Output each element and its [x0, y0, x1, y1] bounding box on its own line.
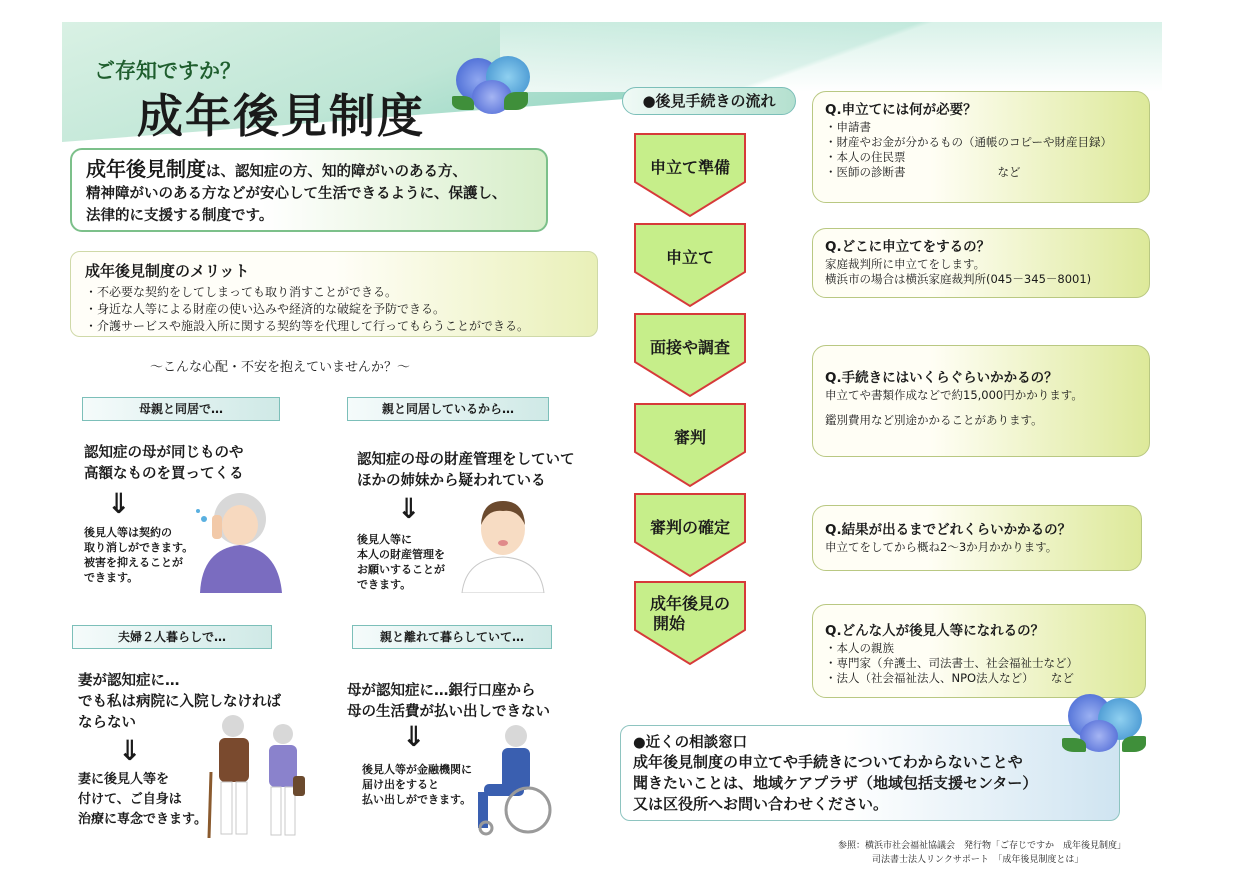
merit-item: ・身近な人等による財産の使い込みや経済的な破綻を予防できる。 [85, 302, 446, 316]
qa-line: ・申請書 [825, 120, 871, 134]
flow-step [633, 312, 747, 398]
merit-title: 成年後見制度のメリット [85, 262, 250, 280]
merit-item: ・介護サービスや施設入所に関する契約等を代理して行ってもらうことができる。 [85, 319, 530, 333]
qa-line: ・本人の住民票 [825, 150, 906, 164]
worried-man-illustration [458, 495, 548, 593]
reference-line: 司法書士法人リンクサポート 「成年後見制度とは」 [872, 855, 1084, 865]
down-arrow-icon: ⇓ [397, 492, 421, 525]
definition-box [70, 148, 548, 232]
case-result [357, 532, 445, 592]
down-arrow-icon: ⇓ [118, 734, 142, 767]
qa-line [825, 403, 1137, 413]
qa-question: Q.手続きにはいくらぐらいかかるの？ [825, 370, 1058, 386]
page-subtitle: ご存知ですか？ [94, 59, 241, 83]
qa-line: ・医師の診断書 など [825, 165, 1021, 179]
case-result-line: 後見人等が金融機関に [362, 763, 472, 776]
case-result-line: 後見人等に [357, 533, 412, 546]
case-text-line: 認知症の母の財産管理をしていて [357, 452, 575, 468]
case-result-line: 付けて、ご自身は [78, 792, 182, 807]
wheelchair-user-illustration [470, 722, 555, 837]
case-text-line: でも私は病院に入院しなければ [78, 694, 281, 710]
qa-bubble [812, 505, 1142, 571]
case-tag: 親と離れて暮らしていて… [352, 625, 552, 649]
qa-question: Q.結果が出るまでどれくらいかかるの？ [825, 522, 1072, 538]
flow-step-label-line: 成年後見の [649, 594, 730, 613]
qa-line: 申立てや書類作成などで約15,000円かかります。 [825, 388, 1083, 402]
definition-line2: 精神障がいのある方などが安心して生活できるように、保護し、 [86, 186, 507, 202]
case-result-line: 払い出しができます。 [362, 793, 472, 806]
case-result-line: 届け出をすると [362, 778, 439, 791]
worry-heading: ～こんな心配・不安を抱えていませんか？～ [150, 360, 411, 375]
reference-line: 参照：横浜市社会福祉協議会 発行物「ご存じですか 成年後見制度」 [838, 841, 1127, 851]
flow-step [633, 492, 747, 578]
elderly-woman-phone-illustration [192, 485, 288, 593]
case-result-line: 本人の財産管理を [357, 548, 445, 561]
definition-line3: 法律的に支援する制度です。 [86, 208, 274, 224]
down-arrow-icon: ⇓ [107, 487, 131, 520]
header-banner-wave [500, 22, 1162, 92]
case-result-line: 取り消しができます。 [84, 541, 194, 554]
case-text-line: ならない [78, 715, 136, 731]
down-arrow-icon: ⇓ [402, 720, 426, 753]
qa-line: ・本人の親族 [825, 641, 894, 655]
flow-step [633, 132, 747, 218]
case-result-line: 治療に専念できます。 [78, 812, 207, 827]
qa-bubble [812, 228, 1150, 298]
case-text-line: 母の生活費が払い出しできない [347, 704, 550, 720]
flow-step [633, 402, 747, 488]
consultation-line: 成年後見制度の申立てや手続きについてわからないことや [633, 753, 1023, 771]
definition-line1: は、認知症の方、知的障がいのある方、 [206, 164, 467, 180]
case-text-line: 母が認知症に…銀行口座から [347, 683, 536, 699]
flow-step-label [633, 338, 747, 358]
qa-question: Q.どこに申立てをするの？ [825, 239, 991, 255]
merit-item: ・不必要な契約をしてしまっても取り消すことができる。 [85, 285, 398, 299]
qa-line: ・財産やお金が分かるもの（通帳のコピーや財産目録） [825, 135, 1113, 149]
flow-step-label [633, 428, 747, 448]
flow-step-label [633, 158, 747, 178]
page-title: 成年後見制度 [137, 89, 425, 143]
case-result-line: 妻に後見人等を [78, 772, 170, 787]
flow-step-label [633, 594, 747, 634]
flow-step-label-line: 申立て [665, 248, 714, 267]
hydrangea-icon [452, 52, 537, 120]
consultation-box [620, 725, 1120, 821]
definition-highlight: 成年後見制度 [86, 157, 206, 181]
case-text [347, 681, 550, 723]
flow-step [633, 580, 747, 666]
case-result-line: 被害を抑えることが [84, 556, 183, 569]
qa-line: 鑑別費用など別途かかることがあります。 [825, 413, 1043, 427]
qa-line: ・法人（社会福祉法人、NPO法人など） など [825, 671, 1074, 685]
flow-step-label [633, 248, 747, 268]
case-result-line: 後見人等は契約の [84, 526, 172, 539]
qa-question: Q.申立てには何が必要？ [825, 102, 977, 118]
case-text [84, 443, 244, 485]
case-text [357, 450, 575, 492]
qa-line: ・専門家（弁護士、司法書士、社会福祉士など） [825, 656, 1078, 670]
case-text-line: 高額なものを買ってくる [84, 466, 244, 482]
case-text-line: 妻が認知症に… [78, 673, 180, 689]
case-result [78, 770, 207, 830]
qa-bubble [812, 345, 1150, 457]
case-tag: 夫婦２人暮らしで… [72, 625, 272, 649]
flow-step-label [633, 518, 747, 538]
case-tag: 親と同居しているから… [347, 397, 549, 421]
qa-question: Q.どんな人が後見人等になれるの？ [825, 623, 1045, 639]
flow-step-label-line: 審判 [673, 428, 706, 447]
flow-heading: ●後見手続きの流れ [622, 87, 796, 115]
qa-line: 家庭裁判所に申立てをします。 [825, 257, 986, 271]
qa-bubble [812, 604, 1146, 698]
hydrangea-icon [1062, 690, 1152, 760]
case-text-line: ほかの姉妹から疑われている [357, 473, 546, 489]
case-result-line: お願いすることが [357, 563, 445, 576]
case-result [362, 762, 472, 807]
flow-step-label-line: 審判の確定 [649, 518, 730, 537]
qa-line: 横浜市の場合は横浜家庭裁判所(045－345－8001) [825, 272, 1092, 286]
qa-line: 申立てをしてから概ね2～3か月かかります。 [825, 540, 1058, 554]
consultation-line: 又は区役所へお問い合わせください。 [633, 795, 889, 813]
case-result-line: できます。 [357, 578, 412, 591]
qa-bubble [812, 91, 1150, 203]
case-text-line: 認知症の母が同じものや [84, 445, 244, 461]
consultation-line: 聞きたいことは、地域ケアプラザ（地域包括支援センター） [633, 774, 1038, 792]
case-result-line: できます。 [84, 571, 139, 584]
flow-step-label-line: 開始 [653, 614, 686, 633]
elderly-couple-illustration [205, 712, 310, 840]
flow-step [633, 222, 747, 308]
merit-box [70, 251, 598, 337]
case-result [84, 525, 193, 585]
consultation-title: ●近くの相談窓口 [633, 735, 748, 751]
case-tag: 母親と同居で… [82, 397, 280, 421]
flow-step-label-line: 面接や調査 [649, 338, 730, 357]
flow-step-label-line: 申立て準備 [649, 158, 730, 177]
